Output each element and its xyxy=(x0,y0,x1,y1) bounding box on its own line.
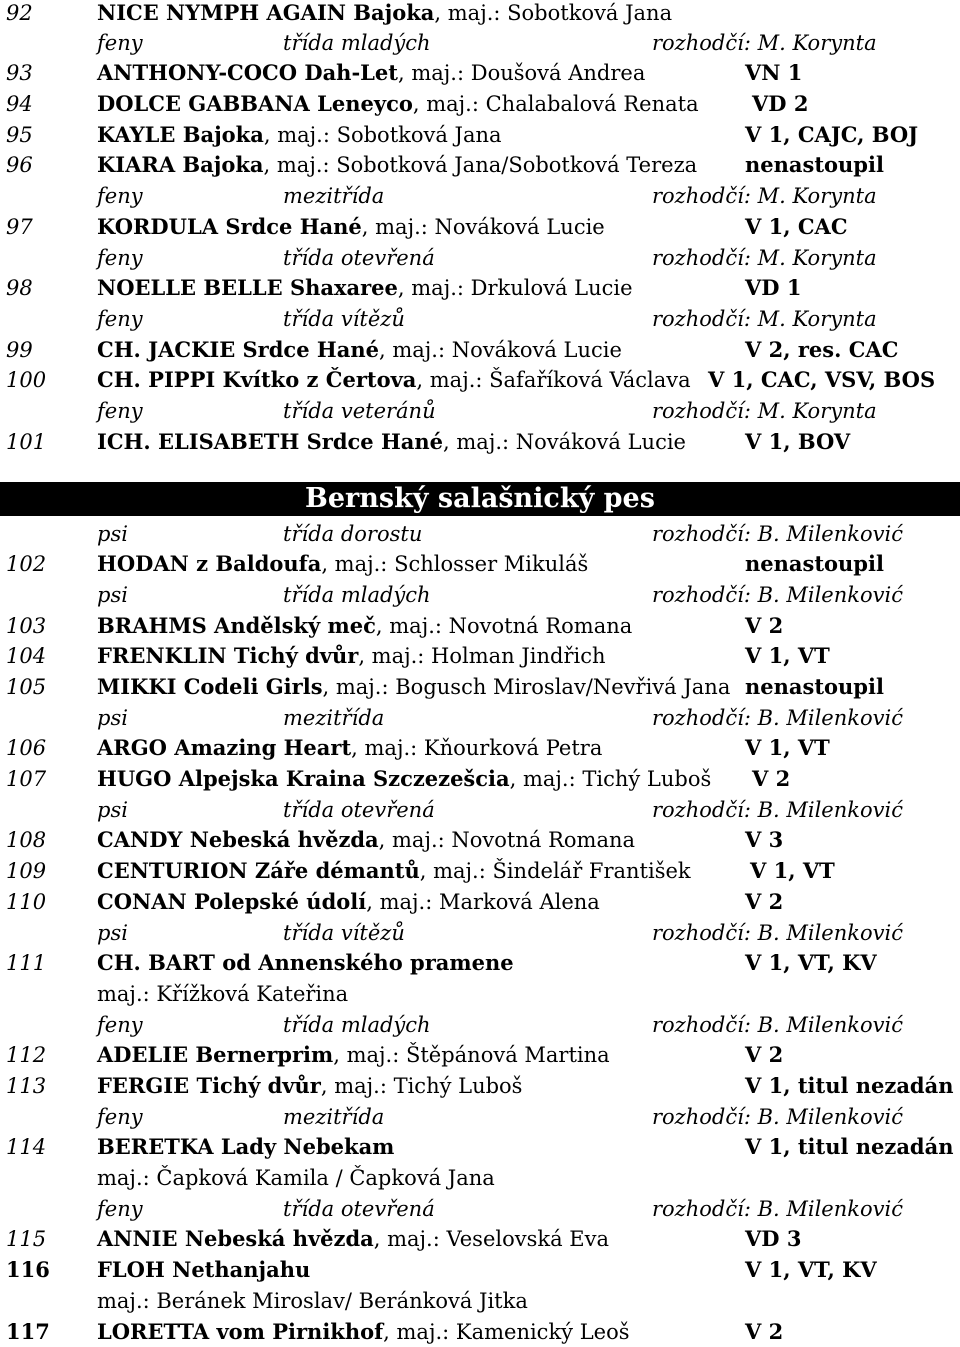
owner-name: Nováková Lucie xyxy=(515,430,686,454)
entry-result: VD 1 xyxy=(745,275,802,300)
class-label: třída vítězů xyxy=(283,307,405,331)
owner-prefix: , maj.: xyxy=(263,123,337,147)
sex-label: psi xyxy=(97,706,128,730)
judge-label: rozhodčí: B. Milenković xyxy=(652,583,903,607)
entry-main xyxy=(97,1255,310,1285)
entry-row xyxy=(0,1224,960,1254)
owner-continuation-row xyxy=(0,979,960,1009)
entry-main xyxy=(97,427,686,457)
dog-name: KORDULA Srdce Hané xyxy=(97,214,362,239)
class-header-row xyxy=(0,28,960,58)
entry-result: VD 3 xyxy=(745,1226,802,1251)
entry-main xyxy=(97,1317,630,1347)
entry-result: V 1, VT xyxy=(745,735,830,760)
judge-label: rozhodčí: M. Korynta xyxy=(652,399,877,423)
owner-prefix: , maj.: xyxy=(361,215,435,239)
owner-prefix: , maj.: xyxy=(398,61,471,85)
class-header-row xyxy=(0,181,960,211)
owner-prefix: , maj.: xyxy=(322,675,396,699)
class-label: mezitřída xyxy=(283,706,385,730)
entry-number: 99 xyxy=(6,338,33,362)
owner-name: Chalabalová Renata xyxy=(485,92,699,116)
judge-label: rozhodčí: B. Milenković xyxy=(652,1013,903,1037)
entry-row xyxy=(0,549,960,579)
owner-name: Štěpánová Martina xyxy=(405,1043,610,1067)
owner-name: Veselovská Eva xyxy=(446,1227,610,1251)
entry-row xyxy=(0,611,960,641)
class-label: mezitřída xyxy=(283,1105,385,1129)
entry-result: V 1, VT, KV xyxy=(745,1257,877,1282)
entry-row xyxy=(0,672,960,702)
entry-row xyxy=(0,273,960,303)
entry-number: 103 xyxy=(6,614,47,638)
entry-row xyxy=(0,58,960,88)
class-header-row xyxy=(0,1102,960,1132)
owner-name: Doušová Andrea xyxy=(470,61,646,85)
entry-main xyxy=(97,856,691,886)
dog-name: ADELIE Bernerprim xyxy=(97,1042,334,1067)
dog-name: ANNIE Nebeská hvězda xyxy=(97,1226,374,1251)
class-header-row xyxy=(0,1010,960,1040)
owner-name: Tichý Luboš xyxy=(393,1074,523,1098)
owner-name: Tichý Luboš xyxy=(582,767,712,791)
class-label: třída mladých xyxy=(283,583,431,607)
dog-name: ICH. ELISABETH Srdce Hané xyxy=(97,429,444,454)
entry-number: 110 xyxy=(6,890,47,914)
entry-row xyxy=(0,1071,960,1101)
entry-row xyxy=(0,335,960,365)
owner-prefix: , maj.: xyxy=(351,736,424,760)
judge-label: rozhodčí: M. Korynta xyxy=(652,31,877,55)
entry-number: 107 xyxy=(6,767,47,791)
entry-number: 94 xyxy=(6,92,33,116)
dog-name: HODAN z Baldoufa xyxy=(97,551,322,576)
owner-name: Nováková Lucie xyxy=(434,215,605,239)
class-header-row xyxy=(0,918,960,948)
dog-name: CONAN Polepské údolí xyxy=(97,889,367,914)
entry-main xyxy=(97,273,633,303)
entry-row xyxy=(0,641,960,671)
entry-main xyxy=(97,825,635,855)
owner-prefix: , maj.: xyxy=(333,1043,406,1067)
entry-row xyxy=(0,948,960,978)
owner-prefix: , maj.: xyxy=(378,338,452,362)
class-label: třída mladých xyxy=(283,31,431,55)
entry-number: 115 xyxy=(6,1227,47,1251)
entry-result: V 1, titul nezadán xyxy=(745,1134,954,1159)
judge-label: rozhodčí: M. Korynta xyxy=(652,307,877,331)
class-header-row xyxy=(0,304,960,334)
entry-main xyxy=(97,733,602,763)
entry-number: 100 xyxy=(6,368,47,392)
dog-name: FLOH Nethanjahu xyxy=(97,1257,311,1282)
entry-row xyxy=(0,120,960,150)
owner-prefix: , maj.: xyxy=(383,1320,456,1344)
class-label: třída otevřená xyxy=(283,1197,435,1221)
entry-main xyxy=(97,335,622,365)
entry-result: nenastoupil xyxy=(745,551,884,576)
entry-main xyxy=(97,150,697,180)
owner-prefix: , maj.: xyxy=(378,828,452,852)
entry-main xyxy=(97,1224,609,1254)
owner-name: Novotná Romana xyxy=(448,614,633,638)
judge-label: rozhodčí: M. Korynta xyxy=(652,184,877,208)
judge-label: rozhodčí: B. Milenković xyxy=(652,798,903,822)
entry-result: V 2, res. CAC xyxy=(745,337,899,362)
owner-prefix: , maj.: xyxy=(509,767,583,791)
class-label: mezitřída xyxy=(283,184,385,208)
owner-name: Drkulová Lucie xyxy=(470,276,633,300)
judge-label: rozhodčí: B. Milenković xyxy=(652,1197,903,1221)
entry-number: 92 xyxy=(6,1,33,25)
entry-main xyxy=(97,1040,610,1070)
judge-label: rozhodčí: B. Milenković xyxy=(652,522,903,546)
entry-main xyxy=(97,89,699,119)
owner-continuation-row xyxy=(0,1286,960,1316)
class-header-row xyxy=(0,519,960,549)
owner-prefix: , maj.: xyxy=(375,614,449,638)
dog-name: CENTURION Záře démantů xyxy=(97,858,420,883)
entry-row xyxy=(0,1317,960,1347)
dog-name: CH. JACKIE Srdce Hané xyxy=(97,337,379,362)
owner-prefix: , maj.: xyxy=(321,552,395,576)
owner-name: Holman Jindřich xyxy=(431,644,606,668)
entry-number: 117 xyxy=(6,1319,50,1344)
sex-label: psi xyxy=(97,798,128,822)
owner-prefix: , maj.: xyxy=(443,430,516,454)
class-header-row xyxy=(0,396,960,426)
entry-row xyxy=(0,1255,960,1285)
sex-label: psi xyxy=(97,522,128,546)
entry-result: V 1, titul nezadán xyxy=(745,1073,954,1098)
entry-main xyxy=(97,641,606,671)
entry-row xyxy=(0,0,960,28)
entry-number: 96 xyxy=(6,153,33,177)
sex-label: feny xyxy=(97,31,143,55)
entry-result: V 2 xyxy=(745,1042,784,1067)
entry-row xyxy=(0,764,960,794)
dog-name: BERETKA Lady Nebekam xyxy=(97,1134,395,1159)
entry-row xyxy=(0,1132,960,1162)
entry-number: 113 xyxy=(6,1074,47,1098)
entry-main xyxy=(97,549,588,579)
section-title: Bernský salašnický pes xyxy=(305,483,655,514)
class-header-row xyxy=(0,243,960,273)
judge-label: rozhodčí: B. Milenković xyxy=(652,1105,903,1129)
entry-number: 108 xyxy=(6,828,47,852)
sex-label: feny xyxy=(97,307,143,331)
class-label: třída veteránů xyxy=(283,399,436,423)
class-header-row xyxy=(0,580,960,610)
sex-label: psi xyxy=(97,583,128,607)
entry-row xyxy=(0,212,960,242)
entry-number: 102 xyxy=(6,552,47,576)
owner-line: maj.: Beránek Miroslav/ Beránková Jitka xyxy=(97,1289,528,1313)
entry-number: 114 xyxy=(6,1135,47,1159)
entry-main xyxy=(97,120,502,150)
class-label: třída dorostu xyxy=(283,522,423,546)
entry-row xyxy=(0,856,960,886)
entry-main xyxy=(97,58,645,88)
entry-result: V 2 xyxy=(745,889,784,914)
entry-number: 112 xyxy=(6,1043,47,1067)
entry-result: nenastoupil xyxy=(745,674,884,699)
entry-result: V 2 xyxy=(752,766,791,791)
owner-line: maj.: Křížková Kateřina xyxy=(97,982,349,1006)
dog-name: ARGO Amazing Heart xyxy=(97,735,352,760)
class-label: třída mladých xyxy=(283,1013,431,1037)
entry-result: VN 1 xyxy=(745,60,803,85)
owner-name: Šafaříková Václava xyxy=(489,368,691,392)
entry-main xyxy=(97,365,691,395)
entry-main xyxy=(97,948,514,978)
entry-main xyxy=(97,672,730,702)
dog-name: MIKKI Codeli Girls xyxy=(97,674,323,699)
entry-main xyxy=(97,1071,522,1101)
owner-name: Sobotková Jana/Sobotková Tereza xyxy=(336,153,698,177)
dog-name: ANTHONY-COCO Dah-Let xyxy=(97,60,398,85)
entry-result: V 1, VT xyxy=(750,858,835,883)
owner-prefix: , maj.: xyxy=(419,859,493,883)
entry-row xyxy=(0,365,960,395)
owner-name: Schlosser Mikuláš xyxy=(394,552,589,576)
owner-prefix: , maj.: xyxy=(373,1227,447,1251)
dog-name: CANDY Nebeská hvězda xyxy=(97,827,379,852)
owner-name: Šindelář František xyxy=(492,859,691,883)
class-label: třída otevřená xyxy=(283,246,435,270)
entry-number: 111 xyxy=(6,951,47,975)
entry-main xyxy=(97,1132,394,1162)
entry-number: 95 xyxy=(6,123,33,147)
class-label: třída vítězů xyxy=(283,921,405,945)
sex-label: feny xyxy=(97,1105,143,1129)
entry-number: 105 xyxy=(6,675,47,699)
owner-prefix: , maj.: xyxy=(263,153,337,177)
dog-name: LORETTA vom Pirnikhof xyxy=(97,1319,384,1344)
owner-name: Nováková Lucie xyxy=(451,338,622,362)
entry-number: 97 xyxy=(6,215,33,239)
judge-label: rozhodčí: B. Milenković xyxy=(652,921,903,945)
entry-result: VD 2 xyxy=(752,91,809,116)
entry-row xyxy=(0,1040,960,1070)
dog-name: NOELLE BELLE Shaxaree xyxy=(97,275,398,300)
entry-row xyxy=(0,89,960,119)
owner-name: Sobotková Jana xyxy=(336,123,502,147)
entry-row xyxy=(0,887,960,917)
entry-number: 109 xyxy=(6,859,47,883)
dog-name: NICE NYMPH AGAIN Bajoka xyxy=(97,0,435,25)
entry-result: V 1, CAC xyxy=(745,214,848,239)
entry-row xyxy=(0,150,960,180)
sex-label: feny xyxy=(97,246,143,270)
entry-main xyxy=(97,887,600,917)
entry-result: V 1, CAC, VSV, BOS xyxy=(708,367,936,392)
class-header-row xyxy=(0,795,960,825)
sex-label: feny xyxy=(97,184,143,208)
dog-name: BRAHMS Andělský meč xyxy=(97,613,376,638)
entry-number: 101 xyxy=(6,430,47,454)
entry-main xyxy=(97,212,605,242)
owner-name: Kňourková Petra xyxy=(423,736,603,760)
sex-label: feny xyxy=(97,1013,143,1037)
owner-prefix: , maj.: xyxy=(434,1,508,25)
entry-result: V 2 xyxy=(745,1319,784,1344)
owner-name: Sobotková Jana xyxy=(507,1,673,25)
sex-label: feny xyxy=(97,399,143,423)
judge-label: rozhodčí: M. Korynta xyxy=(652,246,877,270)
dog-name: DOLCE GABBANA Leneyco xyxy=(97,91,413,116)
owner-prefix: , maj.: xyxy=(366,890,439,914)
entry-row xyxy=(0,825,960,855)
entry-main xyxy=(97,611,632,641)
owner-line: maj.: Čapková Kamila / Čapková Jana xyxy=(97,1166,495,1190)
sex-label: feny xyxy=(97,1197,143,1221)
entry-number: 98 xyxy=(6,276,33,300)
dog-name: CH. PIPPI Kvítko z Čertova xyxy=(97,367,417,392)
class-header-row xyxy=(0,703,960,733)
entry-main xyxy=(97,0,672,28)
judge-label: rozhodčí: B. Milenković xyxy=(652,706,903,730)
entry-number: 104 xyxy=(6,644,47,668)
owner-prefix: , maj.: xyxy=(397,276,471,300)
entry-result: V 1, VT, KV xyxy=(745,950,877,975)
dog-name: FERGIE Tichý dvůr xyxy=(97,1073,321,1098)
dog-name: KAYLE Bajoka xyxy=(97,122,264,147)
sex-label: psi xyxy=(97,921,128,945)
dog-name: HUGO Alpejska Kraina Szczezešcia xyxy=(97,766,510,791)
entry-number: 106 xyxy=(6,736,47,760)
section-header-bar xyxy=(0,482,960,516)
class-header-row xyxy=(0,1194,960,1224)
entry-number: 116 xyxy=(6,1257,50,1282)
entry-result: V 1, CAJC, BOJ xyxy=(745,122,919,147)
entry-number: 93 xyxy=(6,61,33,85)
owner-name: Bogusch Miroslav/Nevřivá Jana xyxy=(395,675,731,699)
owner-prefix: , maj.: xyxy=(320,1074,394,1098)
owner-name: Novotná Romana xyxy=(451,828,636,852)
entry-result: V 3 xyxy=(745,827,784,852)
owner-name: Kamenický Leoš xyxy=(455,1320,630,1344)
owner-prefix: , maj.: xyxy=(416,368,490,392)
owner-prefix: , maj.: xyxy=(358,644,432,668)
entry-main xyxy=(97,764,711,794)
entry-result: V 2 xyxy=(745,613,784,638)
owner-name: Marková Alena xyxy=(438,890,600,914)
entry-result: nenastoupil xyxy=(745,152,884,177)
class-label: třída otevřená xyxy=(283,798,435,822)
dog-name: CH. BART od Annenského pramene xyxy=(97,950,514,975)
entry-result: V 1, VT xyxy=(745,643,830,668)
entry-row xyxy=(0,733,960,763)
dog-name: KIARA Bajoka xyxy=(97,152,264,177)
dog-name: FRENKLIN Tichý dvůr xyxy=(97,643,359,668)
entry-result: V 1, BOV xyxy=(745,429,851,454)
entry-row xyxy=(0,427,960,457)
owner-prefix: , maj.: xyxy=(412,92,486,116)
owner-continuation-row xyxy=(0,1163,960,1193)
